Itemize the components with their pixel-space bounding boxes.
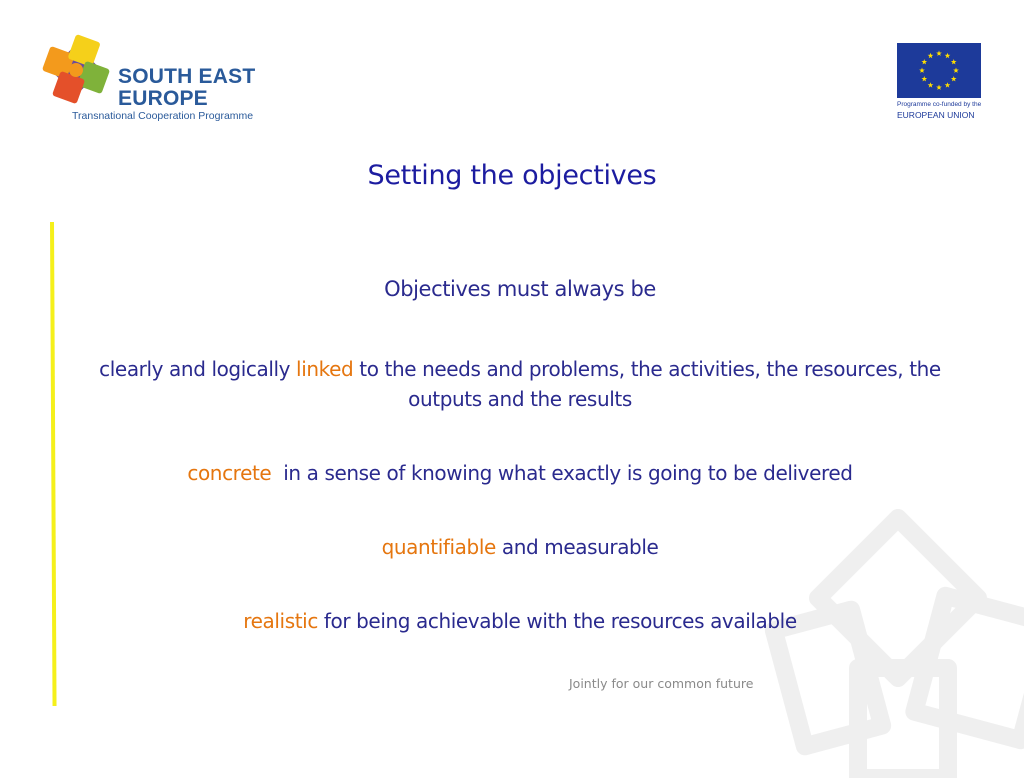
eu-logo-line1: Programme co-funded by the xyxy=(897,101,982,108)
eu-star-icon xyxy=(951,76,957,81)
objective-item-highlight: quantifiable xyxy=(381,535,496,559)
objective-item-after: to the needs and problems, the activities, the resources, the outputs and the results xyxy=(353,357,941,411)
footer-tagline: Jointly for our common future xyxy=(569,676,754,691)
programme-logo-line2: EUROPE xyxy=(118,87,208,110)
side-accent-line xyxy=(50,222,57,706)
objective-item-highlight: concrete xyxy=(187,461,272,485)
eu-star-icon xyxy=(928,53,934,58)
eu-star-icon xyxy=(919,68,925,73)
programme-logo-line1: SOUTH EAST xyxy=(118,65,256,88)
objective-item-after: for being achievable with the resources available xyxy=(317,609,797,633)
eu-star-icon xyxy=(945,82,951,87)
objective-item-highlight: linked xyxy=(296,357,354,381)
objective-item xyxy=(70,354,970,414)
objective-item-highlight: realistic xyxy=(243,609,318,633)
eu-star-icon xyxy=(945,53,951,58)
objective-item xyxy=(70,606,970,636)
intro-text: Objectives must always be xyxy=(384,277,656,301)
eu-flag-icon xyxy=(897,43,981,98)
objective-item-after: and measurable xyxy=(495,535,659,559)
eu-star-icon xyxy=(928,82,934,87)
eu-logo xyxy=(896,43,986,123)
objective-item-before: clearly and logically xyxy=(99,357,297,381)
objective-item-after: in a sense of knowing what exactly is going to be delivered xyxy=(271,461,853,485)
eu-star-icon xyxy=(921,76,927,81)
eu-star-icon xyxy=(936,85,942,90)
eu-star-icon xyxy=(951,59,957,64)
eu-star-icon xyxy=(953,68,959,73)
eu-star-icon xyxy=(921,59,927,64)
programme-logo-subtitle: Transnational Cooperation Programme xyxy=(72,110,254,122)
eu-logo-line2: EUROPEAN UNION xyxy=(897,110,975,120)
objective-item xyxy=(70,458,970,488)
eu-star-icon xyxy=(936,51,942,56)
flower-logo-icon xyxy=(36,30,116,110)
slide-title: Setting the objectives xyxy=(367,160,657,191)
programme-logo xyxy=(36,30,276,125)
objective-item xyxy=(70,532,970,562)
